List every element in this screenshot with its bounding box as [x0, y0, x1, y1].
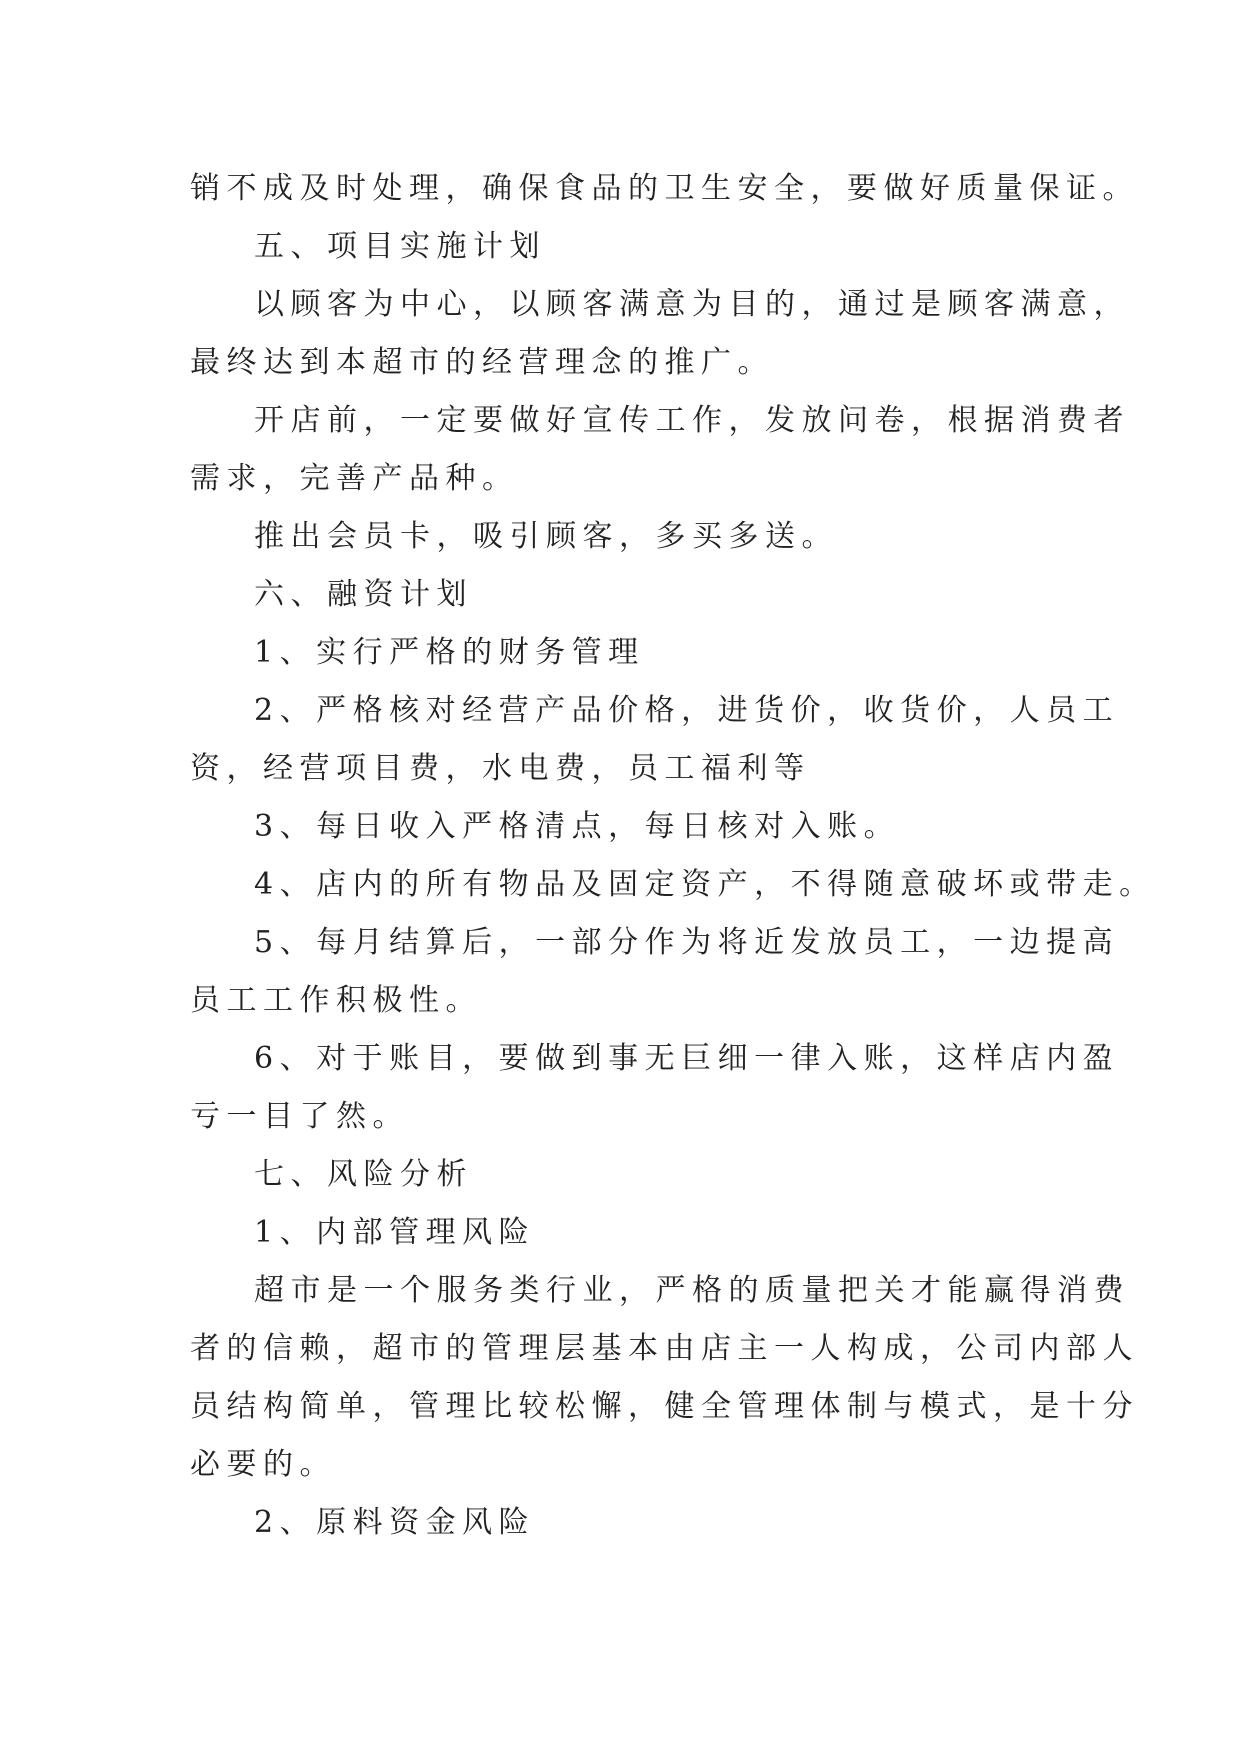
paragraph	[190, 856, 1156, 914]
text-line: 6、对于账目，要做到事无巨细一律入账，这样店内盈	[254, 1041, 1120, 1076]
text-line: 3、每日收入严格清点，每日核对入账。	[254, 809, 901, 844]
text-line: 员结构简单，管理比较松懈，健全管理体制与模式，是十分	[190, 1389, 1139, 1424]
paragraph	[190, 624, 1060, 682]
text-line: 最终达到本超市的经营理念的推广。	[190, 345, 774, 380]
text-line: 4、店内的所有物品及固定资产，不得随意破坏或带走。	[254, 867, 1156, 902]
text-line: 销不成及时处理，确保食品的卫生安全，要做好质量保证。	[190, 171, 1139, 206]
text-line: 1、内部管理风险	[254, 1215, 536, 1250]
paragraph	[190, 1494, 1060, 1552]
text-line: 2、原料资金风险	[254, 1505, 536, 1540]
paragraph	[190, 392, 1130, 508]
paragraph	[190, 508, 1060, 566]
text-line: 1、实行严格的财务管理	[254, 635, 645, 670]
paragraph	[190, 914, 1120, 1030]
paragraph	[190, 1262, 1139, 1494]
text-line: 5、每月结算后，一部分作为将近发放员工，一边提高	[254, 925, 1120, 960]
text-line: 推出会员卡，吸引顾客，多买多送。	[254, 519, 838, 554]
text-line: 开店前，一定要做好宣传工作，发放问卷，根据消费者	[254, 403, 1130, 438]
text-line: 五、项目实施计划	[254, 229, 546, 264]
text-line: 以顾客为中心，以顾客满意为目的，通过是顾客满意，	[254, 287, 1130, 322]
paragraph	[190, 218, 1060, 276]
document-body	[190, 160, 1156, 1552]
paragraph	[190, 798, 1060, 856]
text-line: 员工工作积极性。	[190, 983, 482, 1018]
paragraph	[190, 682, 1120, 798]
paragraph	[190, 1204, 1060, 1262]
paragraph	[190, 1030, 1120, 1146]
text-line: 亏一目了然。	[190, 1099, 409, 1134]
paragraph	[190, 566, 1060, 624]
text-line: 需求，完善产品种。	[190, 461, 519, 496]
text-line: 资，经营项目费，水电费，员工福利等	[190, 751, 811, 786]
text-line: 必要的。	[190, 1447, 336, 1482]
paragraph	[190, 276, 1130, 392]
paragraph	[190, 160, 1139, 218]
text-line: 2、严格核对经营产品价格，进货价，收货价，人员工	[254, 693, 1120, 728]
text-line: 超市是一个服务类行业，严格的质量把关才能赢得消费	[254, 1273, 1130, 1308]
paragraph	[190, 1146, 1060, 1204]
text-line: 七、风险分析	[254, 1157, 473, 1192]
text-line: 六、融资计划	[254, 577, 473, 612]
text-line: 者的信赖，超市的管理层基本由店主一人构成，公司内部人	[190, 1331, 1139, 1366]
